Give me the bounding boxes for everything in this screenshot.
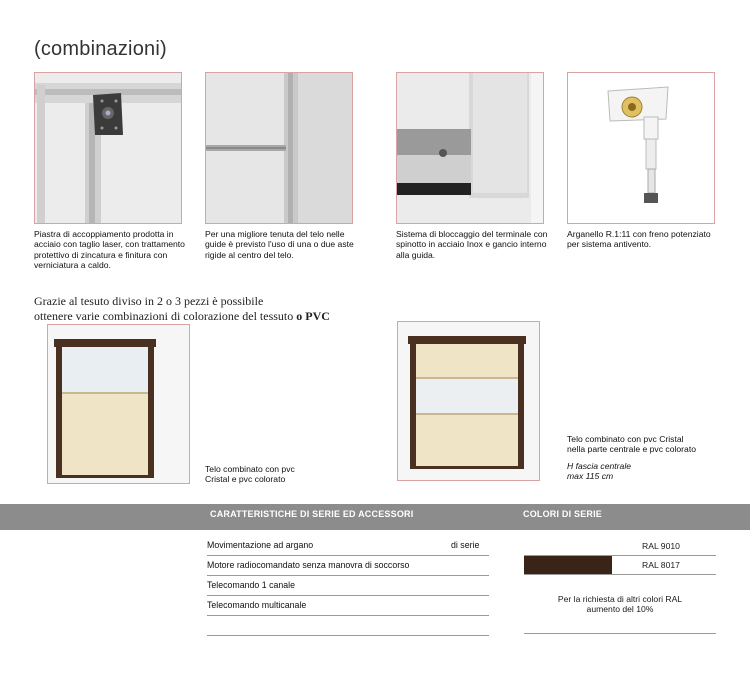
feature-label: Telecomando multicanale (207, 600, 307, 610)
colors-header: COLORI DI SERIE (523, 509, 603, 519)
intro-line: Grazie al tesuto diviso in 2 o 3 pezzi è possibile (34, 294, 264, 308)
component-caption: Arganello R.1:11 con freno potenziato per sistema antivento. (567, 229, 711, 250)
color-row (524, 537, 716, 556)
three-panel-screen-image (397, 321, 540, 481)
color-swatch (524, 537, 612, 555)
feature-row (207, 556, 489, 576)
feature-label: Movimentazione ad argano (207, 540, 314, 550)
component-caption: Per una migliore tenuta del telo nelle guide è previsto l'uso di una o due aste rigide al centro del telo. (205, 229, 354, 260)
component-caption: Sistema di bloccaggio del terminale con spinotto in acciaio Inox e gancio interno alla guida. (396, 229, 548, 260)
winch-image (567, 72, 715, 224)
intro-emphasis: o PVC (296, 309, 330, 323)
colors-note-line: aumento del 10% (586, 604, 654, 615)
page-title: (combinazioni) (34, 38, 167, 60)
colors-note (524, 594, 716, 615)
coupling-plate-image (34, 72, 182, 224)
color-label: RAL 9010 (642, 541, 680, 551)
feature-row (207, 576, 489, 596)
color-row (524, 556, 716, 575)
locking-system-image (396, 72, 544, 224)
feature-row (207, 536, 489, 556)
color-swatch (524, 556, 612, 574)
caption-note: max 115 cm (567, 471, 614, 482)
colors-note-line: Per la richiesta di altri colori RAL (557, 594, 683, 604)
feature-row (207, 596, 489, 616)
intro-line (34, 309, 330, 324)
example-caption (567, 434, 696, 482)
caption-line: Cristal e pvc colorato (205, 474, 286, 485)
rigid-bar-image (205, 72, 353, 224)
caption-note: H fascia centrale (567, 460, 632, 471)
caption-line: Telo combinato con pvc Cristal (567, 434, 684, 444)
caption-line: Telo combinato con pvc (205, 464, 295, 474)
intro-text (34, 294, 330, 324)
feature-value: di serie (451, 540, 480, 550)
component-caption: Piastra di accoppiamento prodotta in acciaio con taglio laser, con trattamento protettivo di zincatura e finitura con verniciatura a caldo. (34, 229, 185, 271)
features-header: CARATTERISTICHE DI SERIE ED ACCESSORI (210, 509, 414, 519)
divider (524, 633, 716, 634)
feature-row (207, 616, 489, 636)
caption-line: nella parte centrale e pvc colorato (567, 444, 696, 455)
two-panel-screen-image (47, 324, 190, 484)
feature-label: Motore radiocomandato senza manovra di soccorso (207, 560, 410, 570)
color-label: RAL 8017 (642, 560, 680, 570)
example-caption (205, 464, 295, 485)
feature-label: Telecomando 1 canale (207, 580, 296, 590)
intro-line-text: ottenere varie combinazioni di colorazione del tessuto (34, 309, 297, 323)
